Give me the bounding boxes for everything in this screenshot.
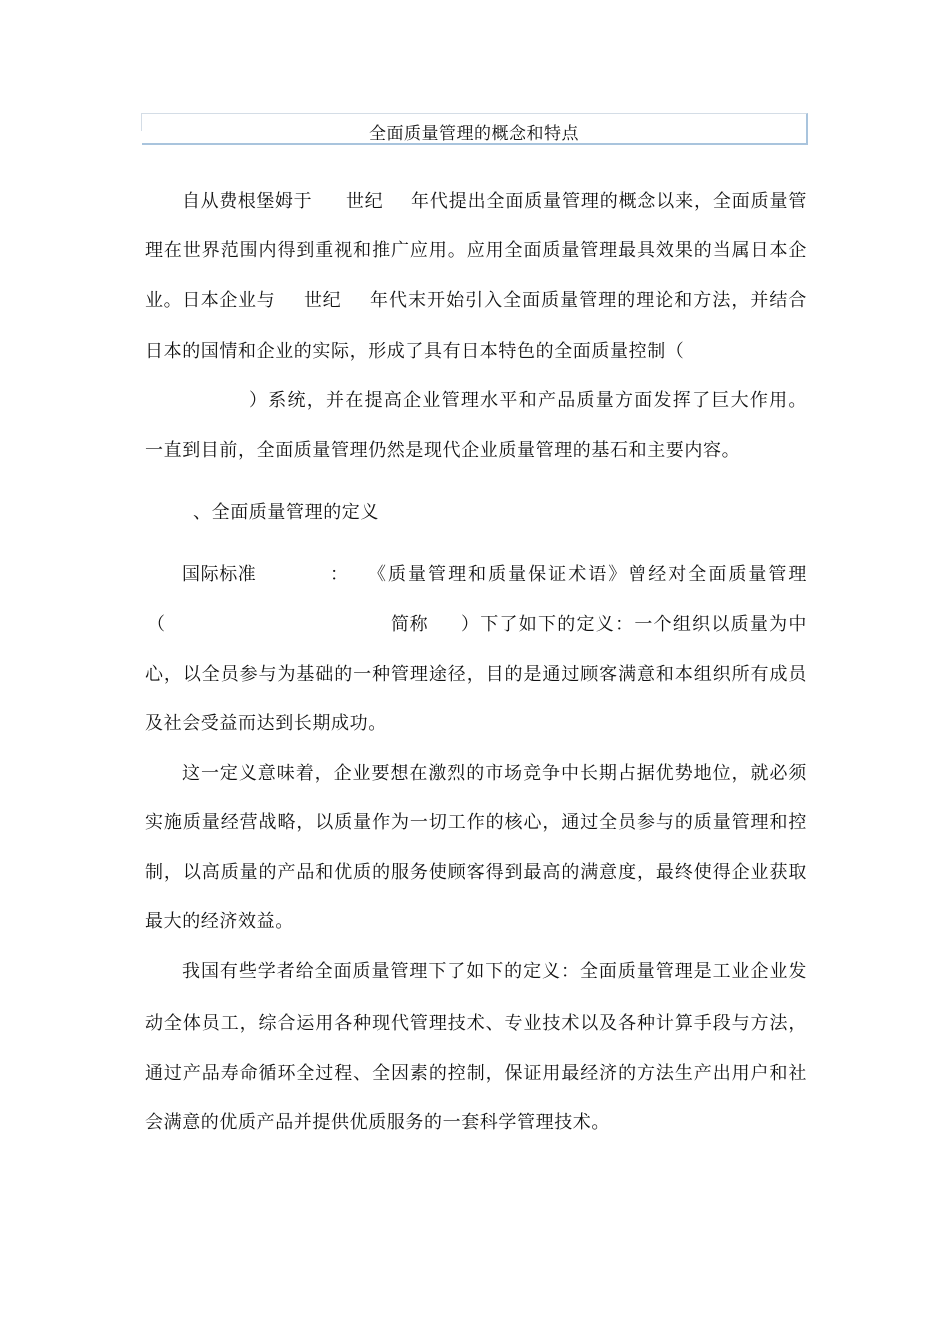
p3-line3: 制，以高质量的产品和优质的服务使顾客得到最高的满意度，最终使得企业获取 [145, 862, 807, 883]
p2-line3: 心，以全员参与为基础的一种管理途径，目的是通过顾客满意和本组织所有成员 [145, 664, 807, 685]
p4-line2: 动全体员工，综合运用各种现代管理技术、专业技术以及各种计算手段与方法， [145, 1013, 807, 1034]
p1-line1-part3: 年代提出全面质量管理的概念以来，全面质量管 [411, 191, 807, 212]
p1-line6: 一直到目前，全面质量管理仍然是现代企业质量管理的基石和主要内容。 [145, 440, 741, 461]
p3-line2: 实施质量经营战略，以质量作为一切工作的核心，通过全员参与的质量管理和控 [145, 812, 807, 833]
p2-line4: 及社会受益而达到长期成功。 [145, 713, 387, 734]
p2-line1-part2: ： [330, 564, 349, 585]
section-heading: 、全面质量管理的定义 [193, 502, 379, 523]
page-title: 全面质量管理的概念和特点 [369, 124, 579, 144]
p3-line4: 最大的经济效益。 [145, 911, 294, 932]
p2-line1-part3: 《质量管理和质量保证术语》曾经对全面质量管理 [368, 564, 807, 585]
p2-line1-part1: 国际标准 [182, 564, 257, 585]
p4-line1: 我国有些学者给全面质量管理下了如下的定义：全面质量管理是工业企业发 [182, 961, 807, 982]
p1-line2: 理在世界范围内得到重视和推广应用。应用全面质量管理最具效果的当属日本企 [145, 240, 807, 261]
p1-line3-part1: 业。日本企业与 [145, 290, 276, 311]
p1-line3-part3: 年代末开始引入全面质量管理的理论和方法，并结合 [370, 290, 807, 311]
p2-line2-part1: （ [147, 614, 166, 635]
p3-line1: 这一定义意味着，企业要想在激烈的市场竞争中长期占据优势地位，就必须 [182, 763, 807, 784]
p1-line4: 日本的国情和企业的实际，形成了具有日本特色的全面质量控制（ [145, 341, 685, 362]
p4-line4: 会满意的优质产品并提供优质服务的一套科学管理技术。 [145, 1112, 610, 1133]
p2-line2-part3: ）下了如下的定义：一个组织以质量为中 [461, 614, 807, 635]
p1-line3-part2: 世纪 [304, 290, 342, 311]
p1-line1-part1: 自从费根堡姆于 [182, 191, 313, 212]
p1-line5: ）系统，并在提高企业管理水平和产品质量方面发挥了巨大作用。 [249, 390, 807, 411]
p4-line3: 通过产品寿命循环全过程、全因素的控制，保证用最经济的方法生产出用户和社 [145, 1063, 807, 1084]
title-box [142, 113, 808, 145]
p2-line2-part2: 简称 [391, 614, 429, 635]
p1-line1-part2: 世纪 [346, 191, 384, 212]
